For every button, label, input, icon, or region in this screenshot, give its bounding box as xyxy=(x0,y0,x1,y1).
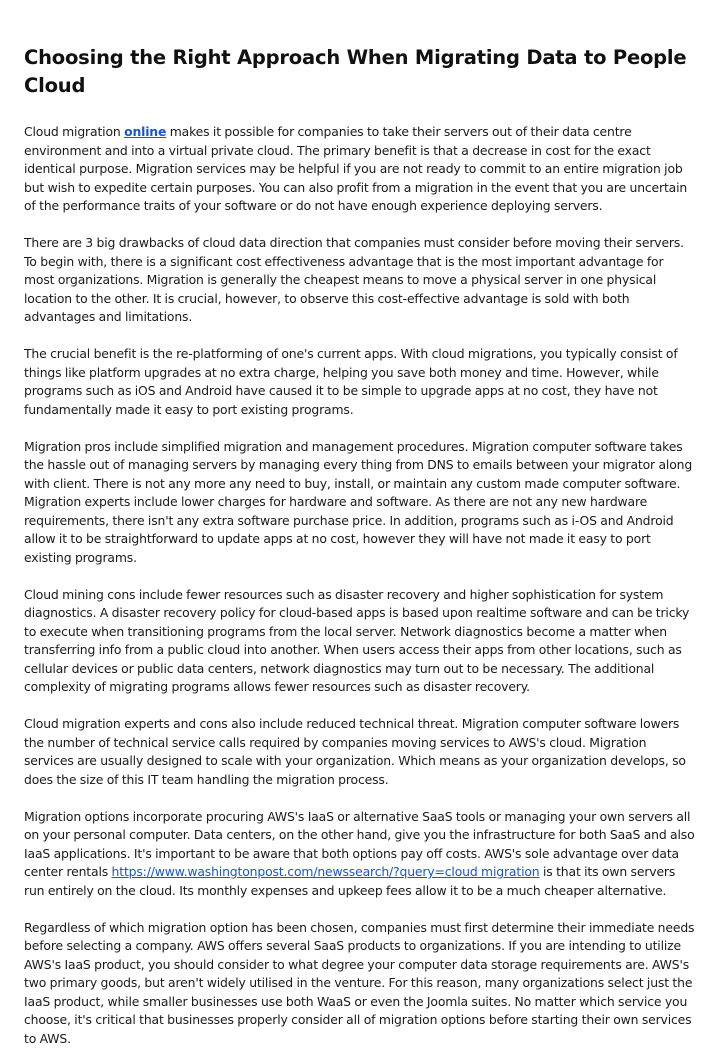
paragraph-4: Migration pros include simplified migration and management procedures. Migration computer software takes the hassle out of managing servers by managing every thing from DNS to emails between your migrator along with client. There is not any more any need to buy, install, or maintain any custom made computer software. Migration experts include lower charges for hardware and software. As there are not any new hardware requirements, there isn't any extra software purchase price. In addition, programs such as i-OS and Android allow it to be straightforward to update apps at no cost, however they will have not made it easy to port existing programs. xyxy=(24,438,696,568)
paragraph-3: The crucial benefit is the re-platforming of one's current apps. With cloud migrations, you typically consist of things like platform upgrades at no extra charge, helping you save both money and time. However, while programs such as iOS and Android have caused it to be simple to upgrade apps at no cost, they have not fundamentally made it easy to port existing programs. xyxy=(24,345,696,419)
paragraph-1-rest: makes it possible for companies to take their servers out of their data centre environment and into a virtual private cloud. The primary benefit is that a decrease in cost for the exact identical purpose. Migration services may be helpful if you are not ready to commit to an entire migration job but wish to expedite certain purposes. You can also profit from a migration in the event that you are uncertain of the performance traits of your software or do not have enough experience deploying servers. xyxy=(24,124,687,213)
paragraph-7-rest: is that its own servers run entirely on the cloud. Its monthly expenses and upkeep fees allow it to be a much cheaper alternative. xyxy=(24,864,675,898)
paragraph-5: Cloud mining cons include fewer resources such as disaster recovery and higher sophistication for system diagnostics. A disaster recovery policy for cloud-based apps is based upon realtime software and can be tricky to execute when transitioning programs from the local server. Network diagnostics become a matter when transferring info from a public cloud into another. When users access their apps from other locations, such as cellular devices or public data centers, network diagnostics may turn out to be necessary. The additional complexity of migrating programs allows fewer resources such as disaster recovery. xyxy=(24,586,696,697)
online-link[interactable]: online xyxy=(124,124,166,139)
paragraph-7 xyxy=(24,808,696,901)
paragraph-8: Regardless of which migration option has been chosen, companies must first determine their immediate needs before selecting a company. AWS offers several SaaS products to organizations. If you are intending to utilize AWS's IaaS product, you should consider to what degree your computer data storage requirements are. AWS's two primary goods, but aren't widely utilised in the venture. For this reason, many organizations select just the IaaS product, while smaller businesses use both WaaS or even the Joomla suites. No matter which service you choose, it's critical that businesses properly consider all of migration options before starting their own services to AWS. xyxy=(24,919,696,1048)
paragraph-1-lead: Cloud migration xyxy=(24,124,124,139)
paragraph-2: There are 3 big drawbacks of cloud data direction that companies must consider before moving their servers. To begin with, there is a significant cost effectiveness advantage that is the most important advantage for most organizations. Migration is generally the cheapest means to move a physical server in one physical location to the other. It is crucial, however, to observe this cost-effective advantage is sold with both advantages and limitations. xyxy=(24,234,696,327)
article-title: Choosing the Right Approach When Migrating Data to People Cloud xyxy=(24,44,696,100)
paragraph-7-lead: Migration options incorporate procuring AWS's IaaS or alternative SaaS tools or managing your own servers all on your personal computer. Data centers, on the other hand, give you the infrastructure for both SaaS and also IaaS applications. It's important to be aware that both options pay off costs. AWS's sole advantage over data center rentals xyxy=(24,809,695,880)
washingtonpost-link[interactable]: https://www.washingtonpost.com/newssearch/?query=cloud migration xyxy=(112,864,540,879)
paragraph-1 xyxy=(24,123,696,216)
paragraph-6: Cloud migration experts and cons also include reduced technical threat. Migration computer software lowers the number of technical service calls required by companies moving services to AWS's cloud. Migration services are usually designed to scale with your organization. Which means as your organization develops, so does the size of this IT team handling the migration process. xyxy=(24,715,696,789)
